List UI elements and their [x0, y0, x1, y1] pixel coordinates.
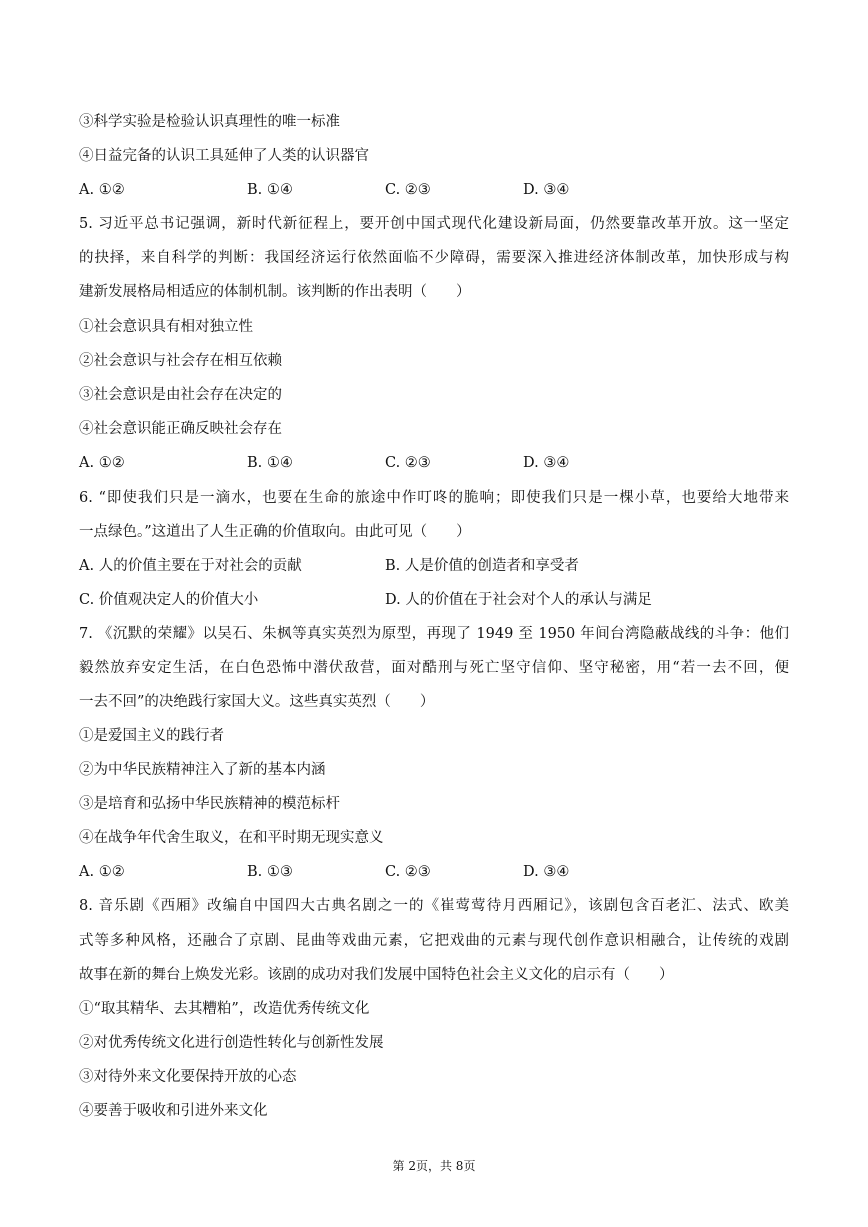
- q7-option-d: D. ③④: [523, 864, 570, 880]
- q5-stem-line-2: 的抉择，来自科学的判断：我国经济运行依然面临不少障碍，需要深入推进经济体制改革，加快形成与构: [79, 250, 789, 266]
- q8-statement-3: ③对待外来文化要保持开放的心态: [79, 1069, 297, 1085]
- q6-stem-line-1: 6. “即使我们只是一滴水，也要在生命的旅途中作叮咚的脆响；即使我们只是一棵小草，也要给大地带来: [79, 490, 789, 506]
- q4-statement-3: ③科学实验是检验认识真理性的唯一标准: [79, 114, 340, 130]
- q8-statement-2: ②对优秀传统文化进行创造性转化与创新性发展: [79, 1035, 384, 1051]
- q8-stem-line-2: 式等多种风格，还融合了京剧、昆曲等戏曲元素，它把戏曲的元素与现代创作意识相融合，让传统的戏剧: [79, 933, 789, 949]
- q7-option-b: B. ①③: [247, 864, 293, 880]
- q8-stem-line-1: 8. 音乐剧《西厢》改编自中国四大古典名剧之一的《崔莺莺待月西厢记》，该剧包含百老汇、法式、欧美: [79, 898, 789, 914]
- q5-option-d: D. ③④: [523, 455, 570, 471]
- q5-statement-1: ①社会意识具有相对独立性: [79, 319, 253, 335]
- q7-statement-4: ④在战争年代舍生取义，在和平时期无现实意义: [79, 830, 384, 846]
- q4-option-b: B. ①④: [247, 182, 293, 198]
- q7-statement-3: ③是培育和弘扬中华民族精神的模范标杆: [79, 796, 340, 812]
- q7-statement-1: ①是爱国主义的践行者: [79, 728, 224, 744]
- q5-statement-3: ③社会意识是由社会存在决定的: [79, 387, 282, 403]
- q6-stem-line-2: 一点绿色。”这道出了人生正确的价值取向。由此可见（ ）: [79, 524, 471, 540]
- q7-statement-2: ②为中华民族精神注入了新的基本内涵: [79, 762, 326, 778]
- q8-stem-line-3: 故事在新的舞台上焕发光彩。该剧的成功对我们发展中国特色社会主义文化的启示有（ ）: [79, 967, 674, 983]
- q7-stem-line-3: 一去不回”的决绝践行家国大义。这些真实英烈（ ）: [79, 694, 435, 710]
- q5-stem-line-3: 建新发展格局相适应的体制机制。该判断的作出表明（ ）: [79, 284, 471, 300]
- page-number-footer: 第 2页，共 8页: [392, 1159, 476, 1173]
- q4-option-d: D. ③④: [523, 182, 570, 198]
- q5-option-a: A. ①②: [79, 455, 125, 471]
- q4-option-a: A. ①②: [79, 182, 125, 198]
- q5-statement-4: ④社会意识能正确反映社会存在: [79, 421, 282, 437]
- q4-option-c: C. ②③: [385, 182, 431, 198]
- q5-statement-2: ②社会意识与社会存在相互依赖: [79, 353, 282, 369]
- q8-statement-1: ①“取其精华、去其糟粕”，改造优秀传统文化: [79, 1001, 370, 1017]
- q6-option-d: D. 人的价值在于社会对个人的承认与满足: [385, 592, 652, 608]
- q6-option-c: C. 价值观决定人的价值大小: [79, 592, 259, 608]
- q7-option-c: C. ②③: [385, 864, 431, 880]
- q5-option-c: C. ②③: [385, 455, 431, 471]
- q7-stem-line-2: 毅然放弃安定生活，在白色恐怖中潜伏敌营，面对酷刑与死亡坚守信仰、坚守秘密，用“若一去不回，便: [79, 660, 789, 676]
- q7-option-a: A. ①②: [79, 864, 125, 880]
- q5-option-b: B. ①④: [247, 455, 293, 471]
- q8-statement-4: ④要善于吸收和引进外来文化: [79, 1103, 268, 1119]
- q4-statement-4: ④日益完备的认识工具延伸了人类的认识器官: [79, 148, 369, 164]
- q6-option-b: B. 人是价值的创造者和享受者: [385, 558, 579, 574]
- q7-stem-line-1: 7. 《沉默的荣耀》以吴石、朱枫等真实英烈为原型，再现了 1949 至 1950 年间台湾隐蔽战线的斗争：他们: [79, 626, 789, 642]
- q5-stem-line-1: 5. 习近平总书记强调，新时代新征程上，要开创中国式现代化建设新局面，仍然要靠改革开放。这一坚定: [79, 216, 789, 232]
- q6-option-a: A. 人的价值主要在于对社会的贡献: [79, 558, 302, 574]
